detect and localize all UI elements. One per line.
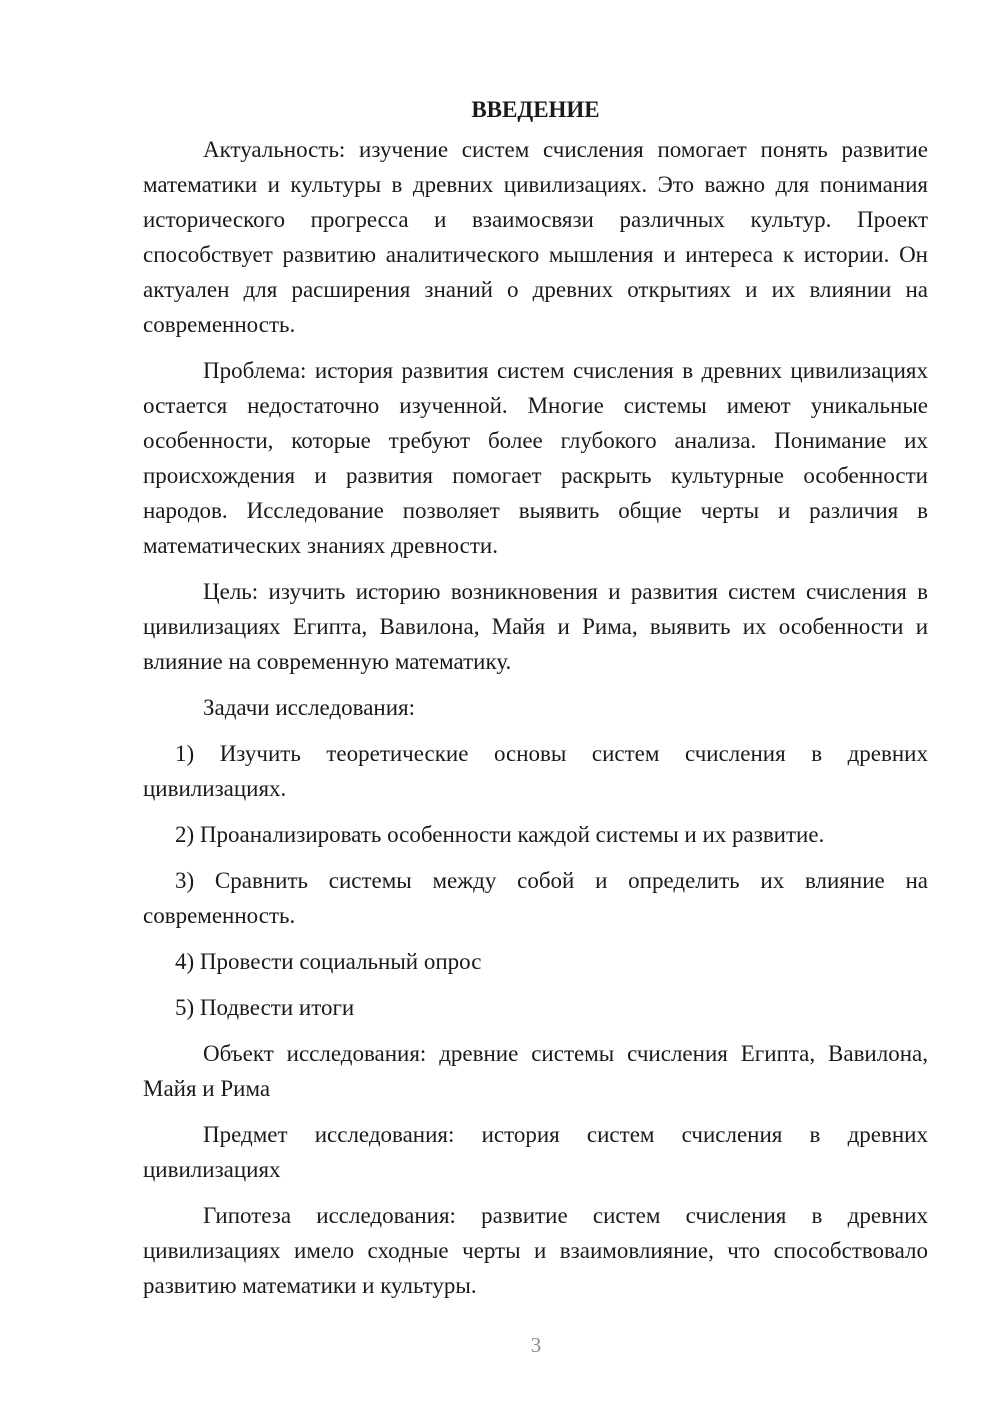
- tasks-heading: Задачи исследования:: [203, 695, 416, 720]
- task-item-2: 2) Проанализировать особенности каждой системы и их развитие.: [175, 822, 825, 847]
- object-paragraph: Объект исследования: древние системы счисления Египта, Вавилона, Майя и Рима: [143, 1041, 928, 1101]
- problem-paragraph: Проблема: история развития систем счисления в древних цивилизациях остается недостаточно изученной. Многие системы имеют уникальные особенности, которые требуют более глубокого анализа. Понимание их происхождения и развития помогает раскрыть культурные особенности народов. Исследование позволяет выявить общие черты и различия в математических знаниях древности.: [143, 358, 928, 558]
- subject-paragraph: Предмет исследования: история систем счисления в древних цивилизациях: [143, 1122, 928, 1182]
- hypothesis-paragraph: Гипотеза исследования: развитие систем счисления в древних цивилизациях имело сходные черты и взаимовлияние, что способствовало развитию математики и культуры.: [143, 1203, 928, 1298]
- task-item-1: 1) Изучить теоретические основы систем счисления в древних цивилизациях.: [143, 741, 928, 801]
- task-item-5: 5) Подвести итоги: [175, 995, 355, 1020]
- page-title: ВВЕДЕНИЕ: [471, 97, 600, 122]
- goal-paragraph: Цель: изучить историю возникновения и развития систем счисления в цивилизациях Египта, Вавилона, Майя и Рима, выявить их особенности и влияние на современную математику.: [143, 579, 928, 674]
- task-item-3: 3) Сравнить системы между собой и определить их влияние на современность.: [143, 868, 928, 928]
- task-item-4: 4) Провести социальный опрос: [175, 949, 482, 974]
- page-number: 3: [530, 1333, 542, 1357]
- relevance-paragraph: Актуальность: изучение систем счисления помогает понять развитие математики и культуры в древних цивилизациях. Это важно для понимания исторического прогресса и взаимосвязи различных культур. Проект способствует развитию аналитического мышления и интереса к истории. Он актуален для расширения знаний о древних открытиях и их влиянии на современность.: [143, 137, 928, 337]
- document-page: [143, 92, 928, 1314]
